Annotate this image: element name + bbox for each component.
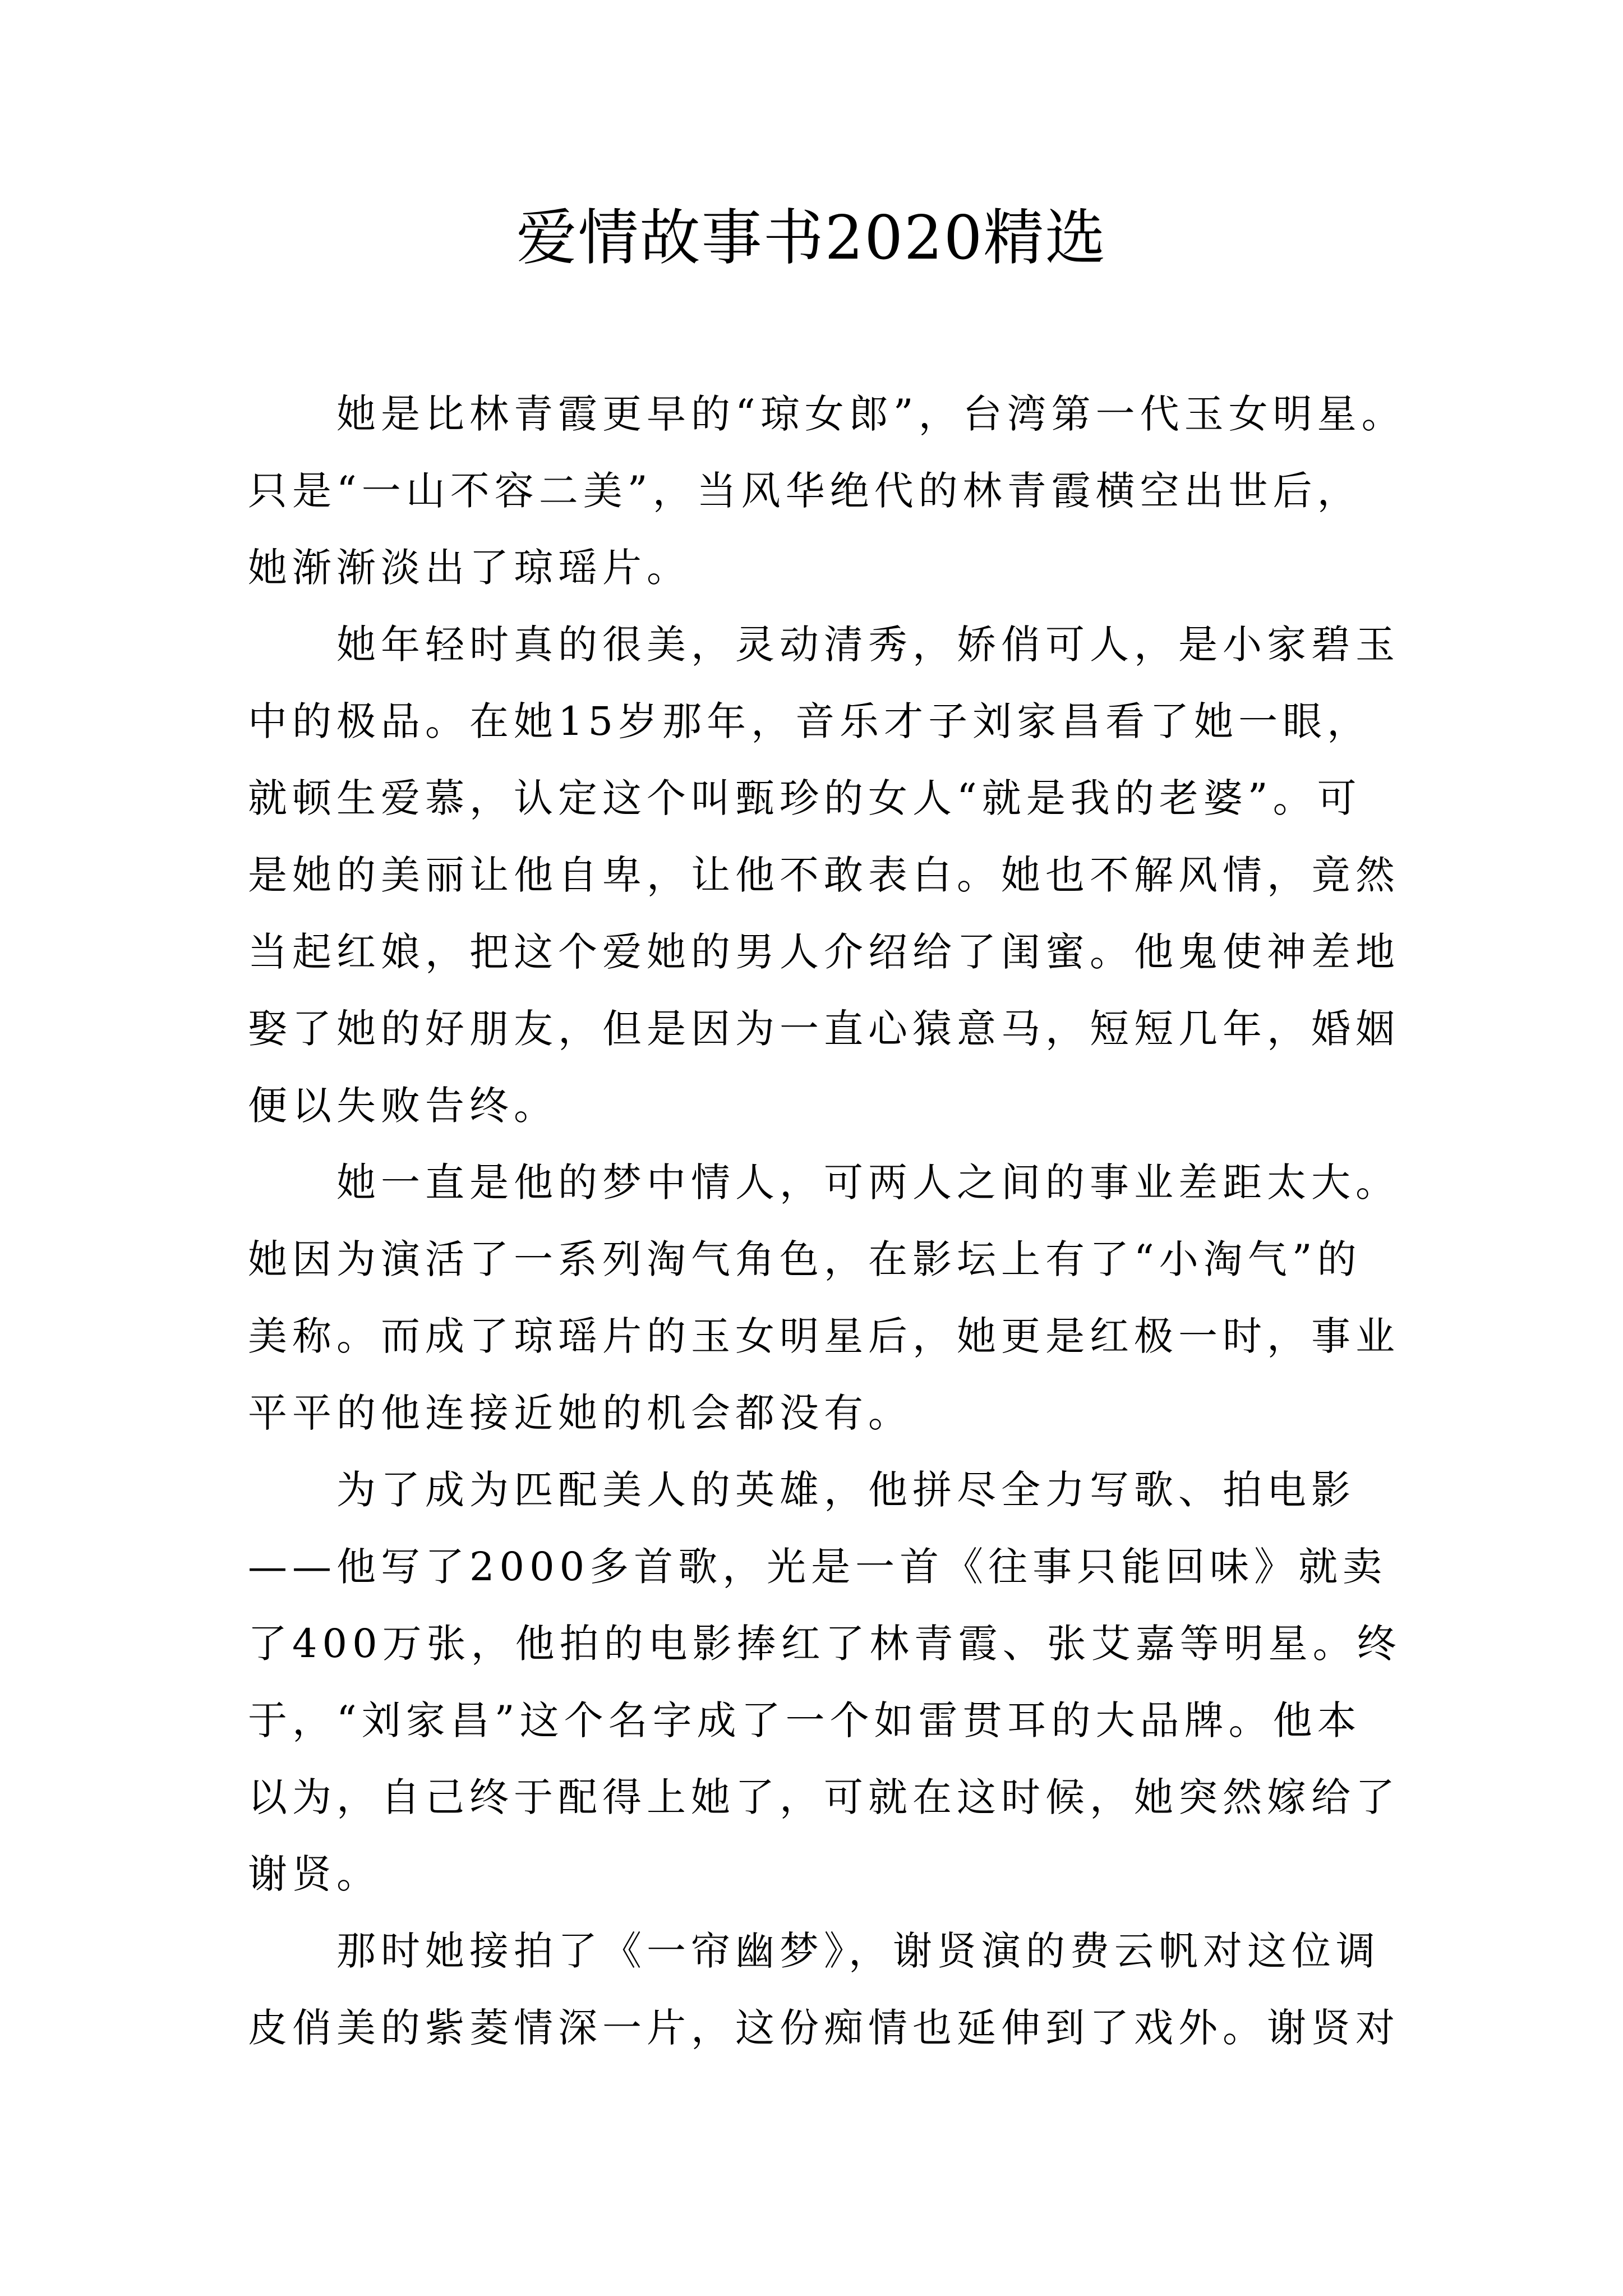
text-line: 谢贤。 <box>248 1851 381 1897</box>
text-line: 她渐渐淡出了琼瑶片。 <box>248 545 691 591</box>
text-line: 以为，自己终于配得上她了，可就在这时候，她突然嫁给了 <box>248 1774 1400 1820</box>
text-line: ——他写了2000多首歌，光是一首《往事只能回味》就卖 <box>248 1544 1387 1590</box>
paragraph-1 <box>248 376 1406 606</box>
text-line: 于，“刘家昌”这个名字成了一个如雷贯耳的大品牌。他本 <box>248 1697 1362 1743</box>
paragraph-3 <box>248 1144 1398 1452</box>
document-title: 爱情故事书2020精选 <box>516 203 1107 273</box>
document-body <box>248 376 1406 2067</box>
text-line: 她年轻时真的很美，灵动清秀，娇俏可人，是小家碧玉 <box>336 622 1400 668</box>
paragraph-2 <box>248 606 1398 1144</box>
text-line: 是她的美丽让他自卑，让他不敢表白。她也不解风情，竟然 <box>248 852 1400 898</box>
text-line: 了400万张，他拍的电影捧红了林青霞、张艾嘉等明星。终 <box>248 1621 1401 1667</box>
text-line: 中的极品。在她15岁那年，音乐才子刘家昌看了她一眼， <box>248 698 1372 744</box>
text-line: 就顿生爱慕，认定这个叫甄珍的女人“就是我的老婆”。可 <box>248 775 1362 821</box>
text-line: 皮俏美的紫菱情深一片，这份痴情也延伸到了戏外。谢贤对 <box>248 2005 1400 2051</box>
text-line: 她一直是他的梦中情人，可两人之间的事业差距太大。 <box>336 1159 1400 1205</box>
paragraph-5 <box>248 1913 1398 2067</box>
text-line: 为了成为匹配美人的英雄，他拼尽全力写歌、拍电影 <box>336 1467 1355 1513</box>
text-line: 娶了她的好朋友，但是因为一直心猿意马，短短几年，婚姻 <box>248 1006 1400 1052</box>
text-line: 当起红娘，把这个爱她的男人介绍给了闺蜜。他鬼使神差地 <box>248 929 1400 975</box>
text-line: 平平的他连接近她的机会都没有。 <box>248 1390 912 1436</box>
paragraph-4 <box>248 1452 1401 1913</box>
text-line: 她因为演活了一系列淘气角色，在影坛上有了“小淘气”的 <box>248 1236 1362 1282</box>
text-line: 那时她接拍了《一帘幽梦》，谢贤演的费云帆对这位调 <box>336 1928 1380 1974</box>
text-line: 只是“一山不容二美”，当风华绝代的林青霞横空出世后， <box>248 468 1362 514</box>
text-line: 美称。而成了琼瑶片的玉女明星后，她更是红极一时，事业 <box>248 1313 1400 1359</box>
text-line: 她是比林青霞更早的“琼女郎”，台湾第一代玉女明星。 <box>336 391 1406 437</box>
text-line: 便以失败告终。 <box>248 1083 558 1129</box>
